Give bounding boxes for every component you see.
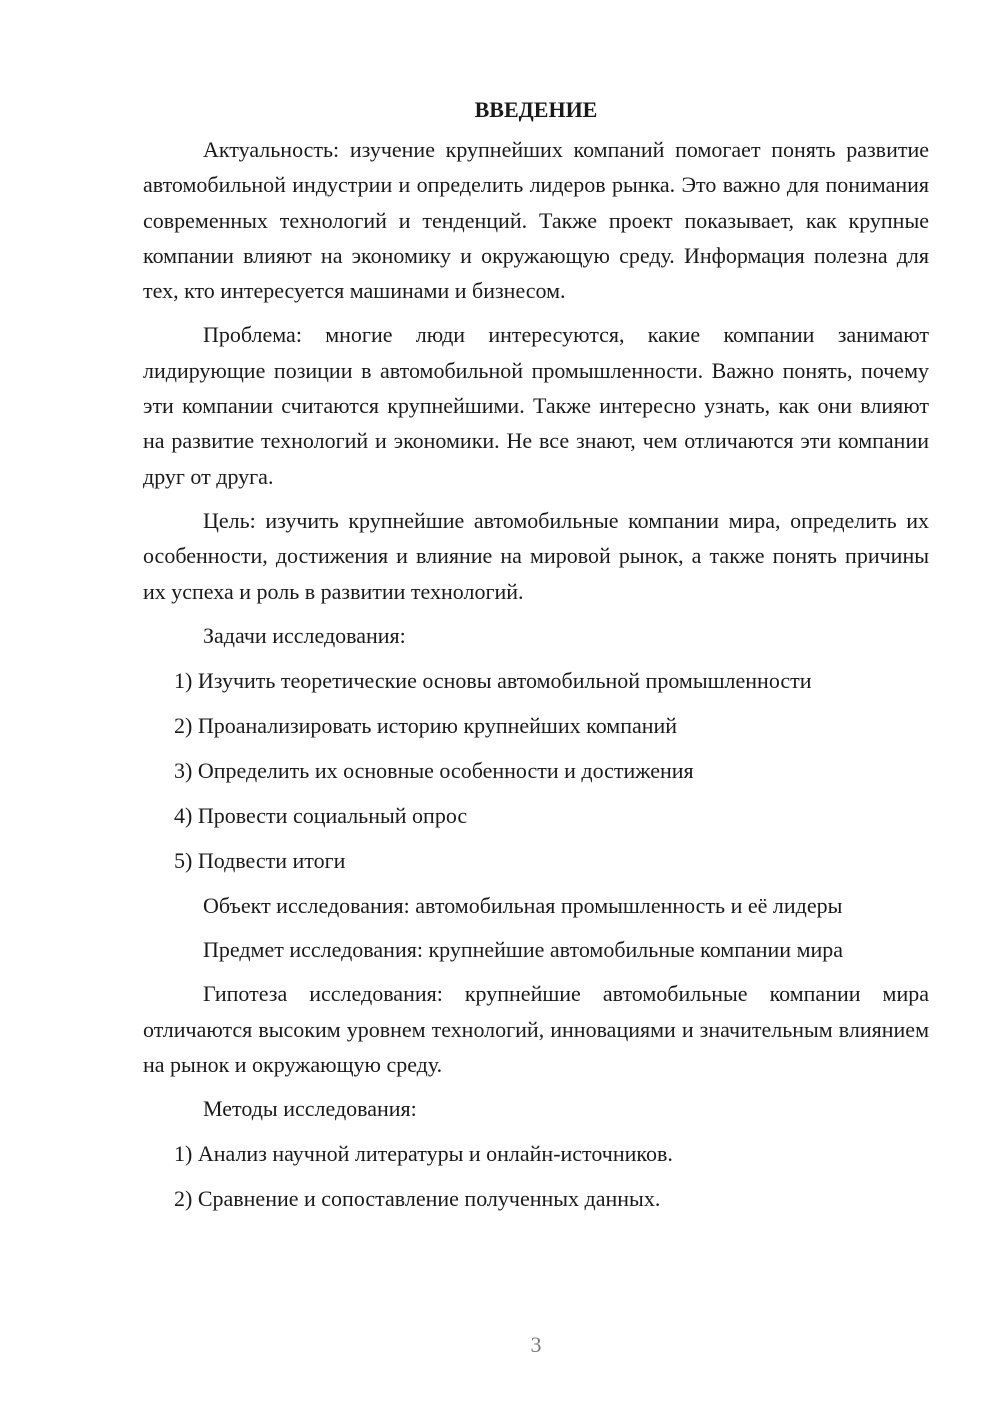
problem-paragraph: Проблема: многие люди интересуются, какие компании занимают лидирующие позиции в автомобильной промышленности. Важно понять, почему эти компании считаются крупнейшими. Также интересно узнать, как они влияют на развитие технологий и экономики. Не все знают, чем отличаются эти компании друг от друга.: [143, 322, 929, 489]
document-page: [143, 92, 929, 1226]
task-item: 3) Определить их основные особенности и достижения: [174, 757, 694, 783]
object-paragraph: Объект исследования: автомобильная промышленность и её лидеры: [203, 892, 843, 918]
document-title: ВВЕДЕНИЕ: [474, 97, 598, 122]
goal-paragraph: Цель: изучить крупнейшие автомобильные компании мира, определить их особенности, достижения и влияние на мировой рынок, а также понять причины их успеха и роль в развитии технологий.: [143, 507, 929, 604]
methods-heading: Методы исследования:: [203, 1096, 417, 1122]
subject-paragraph: Предмет исследования: крупнейшие автомобильные компании мира: [203, 937, 844, 963]
relevance-paragraph: Актуальность: изучение крупнейших компаний помогает понять развитие автомобильной индустрии и определить лидеров рынка. Это важно для понимания современных технологий и тенденций. Также проект показывает, как крупные компании влияют на экономику и окружающую среду. Информация полезна для тех, кто интересуется машинами и бизнесом.: [143, 137, 929, 304]
tasks-heading: Задачи исследования:: [203, 622, 406, 648]
task-item: 2) Проанализировать историю крупнейших компаний: [174, 712, 678, 738]
method-item: 2) Сравнение и сопоставление полученных данных.: [174, 1186, 661, 1212]
method-item: 1) Анализ научной литературы и онлайн-источников.: [174, 1141, 673, 1167]
hypothesis-paragraph: Гипотеза исследования: крупнейшие автомобильные компании мира отличаются высоким уровнем технологий, инновациями и значительным влиянием на рынок и окружающую среду.: [143, 981, 929, 1078]
task-item: 1) Изучить теоретические основы автомобильной промышленности: [174, 667, 812, 693]
task-item: 4) Провести социальный опрос: [174, 802, 468, 828]
task-item: 5) Подвести итоги: [174, 847, 346, 873]
page-number: 3: [530, 1332, 542, 1357]
